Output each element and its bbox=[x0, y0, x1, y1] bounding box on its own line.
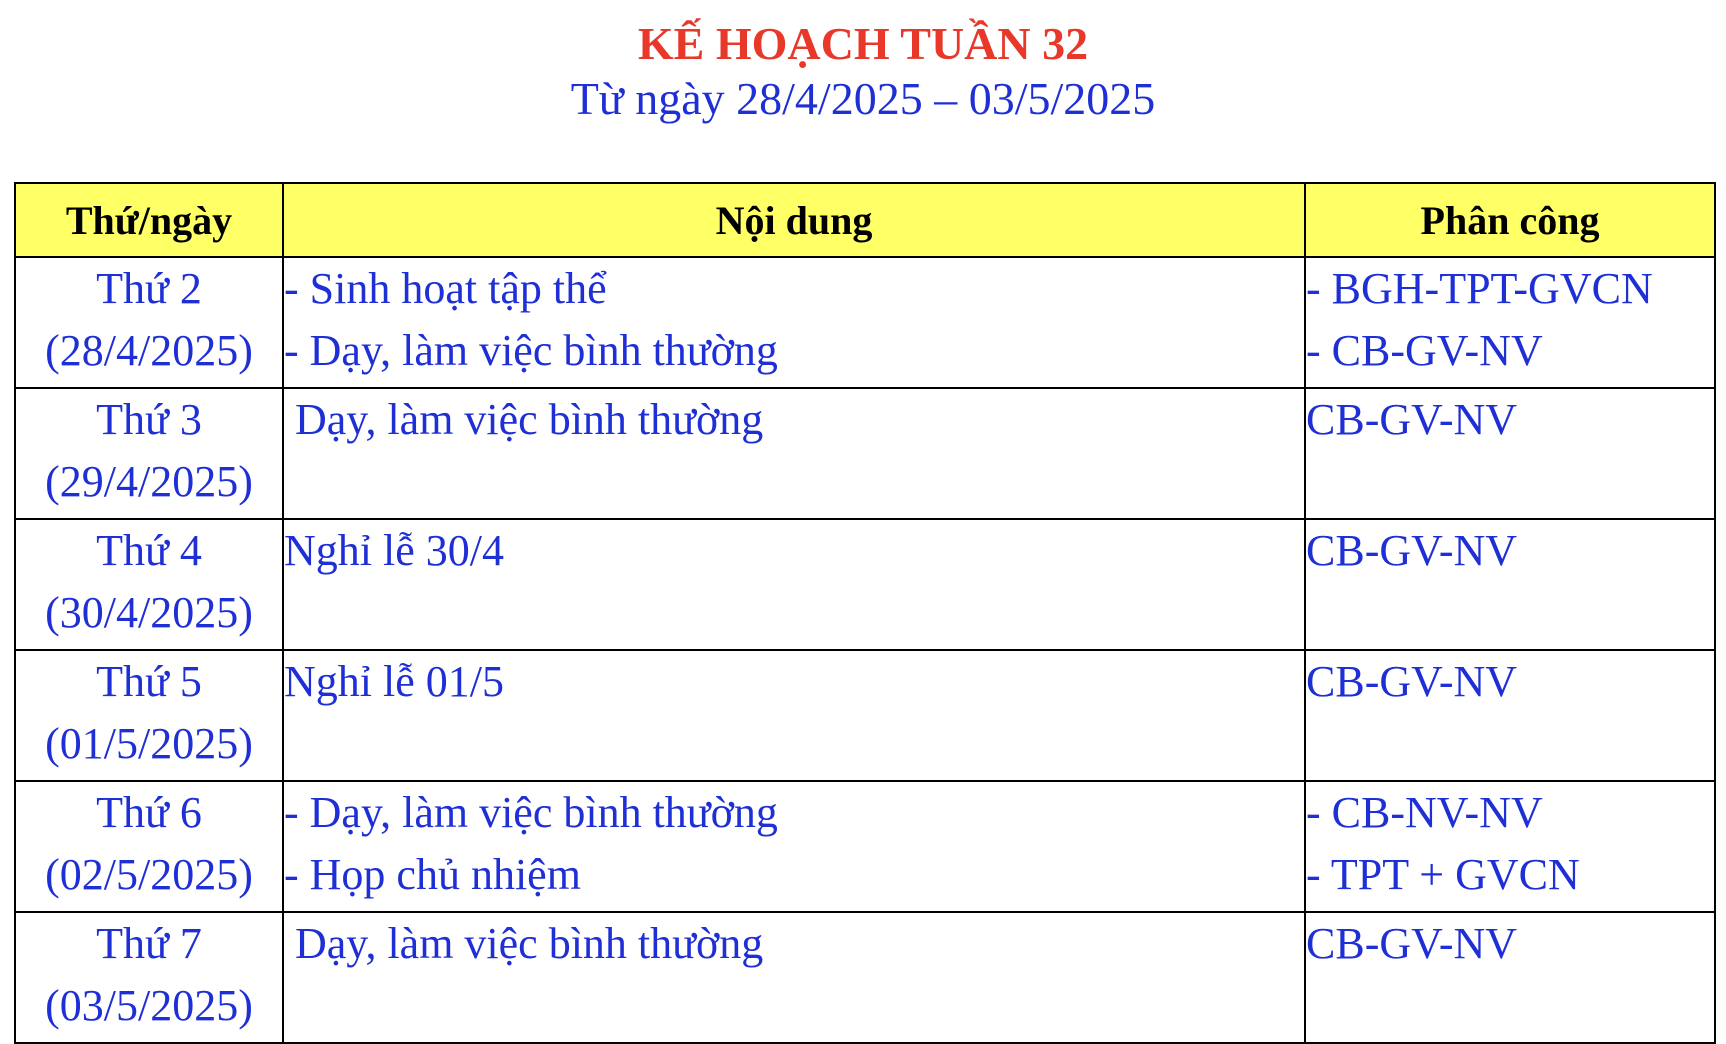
assignment-cell bbox=[1305, 781, 1715, 912]
header-day: Thứ/ngày bbox=[15, 183, 283, 257]
assignment-line: CB-GV-NV bbox=[1306, 395, 1518, 444]
content-cell bbox=[283, 650, 1305, 781]
weekly-plan-table bbox=[14, 182, 1716, 1044]
table-row bbox=[15, 519, 1715, 650]
day-name: Thứ 7 bbox=[96, 919, 202, 968]
content-line: Nghỉ lễ 01/5 bbox=[284, 657, 504, 706]
content-line: - Họp chủ nhiệm bbox=[284, 850, 581, 899]
day-cell bbox=[15, 257, 283, 388]
day-date: (03/5/2025) bbox=[45, 981, 253, 1030]
assignment-line: CB-GV-NV bbox=[1306, 919, 1518, 968]
day-name: Thứ 6 bbox=[96, 788, 202, 837]
assignment-line: - TPT + GVCN bbox=[1306, 850, 1580, 899]
content-cell bbox=[283, 912, 1305, 1043]
day-name: Thứ 3 bbox=[96, 395, 202, 444]
day-date: (01/5/2025) bbox=[45, 719, 253, 768]
content-line: - Dạy, làm việc bình thường bbox=[284, 788, 778, 837]
content-line: - Sinh hoạt tập thể bbox=[284, 264, 607, 313]
table-row bbox=[15, 650, 1715, 781]
day-date: (30/4/2025) bbox=[45, 588, 253, 637]
content-line: - Dạy, làm việc bình thường bbox=[284, 326, 778, 375]
day-cell bbox=[15, 519, 283, 650]
content-cell bbox=[283, 781, 1305, 912]
day-name: Thứ 4 bbox=[96, 526, 202, 575]
content-line: Nghỉ lễ 30/4 bbox=[284, 526, 504, 575]
day-cell bbox=[15, 912, 283, 1043]
assignment-line: - CB-GV-NV bbox=[1306, 326, 1543, 375]
content-cell bbox=[283, 257, 1305, 388]
table-header-row bbox=[15, 183, 1715, 257]
day-cell bbox=[15, 781, 283, 912]
content-line: Dạy, làm việc bình thường bbox=[284, 395, 764, 444]
assignment-line: CB-GV-NV bbox=[1306, 526, 1518, 575]
content-line: Dạy, làm việc bình thường bbox=[284, 919, 764, 968]
page-title: KẾ HOẠCH TUẦN 32 bbox=[637, 18, 1089, 69]
header-assignment: Phân công bbox=[1305, 183, 1715, 257]
day-date: (29/4/2025) bbox=[45, 457, 253, 506]
assignment-line: CB-GV-NV bbox=[1306, 657, 1518, 706]
table-row bbox=[15, 781, 1715, 912]
table-row bbox=[15, 912, 1715, 1043]
day-name: Thứ 5 bbox=[96, 657, 202, 706]
assignment-cell bbox=[1305, 650, 1715, 781]
table-row bbox=[15, 257, 1715, 388]
assignment-cell bbox=[1305, 257, 1715, 388]
assignment-cell bbox=[1305, 912, 1715, 1043]
day-cell bbox=[15, 388, 283, 519]
assignment-cell bbox=[1305, 388, 1715, 519]
table-row bbox=[15, 388, 1715, 519]
assignment-line: - BGH-TPT-GVCN bbox=[1306, 264, 1653, 313]
content-cell bbox=[283, 388, 1305, 519]
day-date: (28/4/2025) bbox=[45, 326, 253, 375]
header-content: Nội dung bbox=[283, 183, 1305, 257]
day-name: Thứ 2 bbox=[96, 264, 202, 313]
day-cell bbox=[15, 650, 283, 781]
assignment-line: - CB-NV-NV bbox=[1306, 788, 1543, 837]
date-range-subtitle: Từ ngày 28/4/2025 – 03/5/2025 bbox=[570, 73, 1156, 124]
content-cell bbox=[283, 519, 1305, 650]
assignment-cell bbox=[1305, 519, 1715, 650]
day-date: (02/5/2025) bbox=[45, 850, 253, 899]
